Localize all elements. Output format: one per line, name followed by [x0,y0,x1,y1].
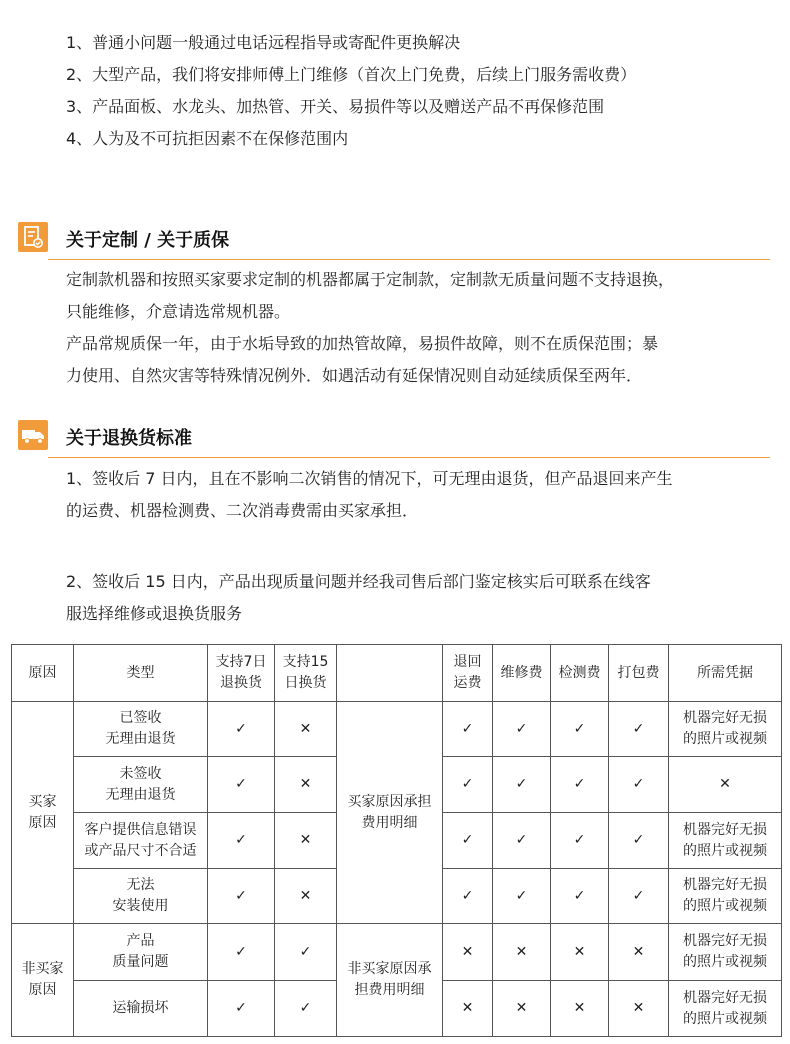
cell-exchange-15: ✓ [275,924,337,981]
header-proof: 所需凭据 [669,645,782,702]
warranty-note: 1、普通小问题一般通过电话远程指导或寄配件更换解决 [66,33,461,52]
header-return-7: 支持7日 退换货 [208,645,275,702]
cell-exchange-15: ✓ [275,981,337,1037]
cell-repair: ✓ [493,702,551,757]
custom-section-title: 关于定制 / 关于质保 [66,230,230,251]
row-type: 未签收 无理由退货 [74,757,208,813]
row-type: 客户提供信息错误 或产品尺寸不合适 [74,813,208,869]
table-row [12,924,782,981]
cell-inspection: ✓ [551,813,609,869]
cell-repair: ✓ [493,757,551,813]
cell-packing: ✕ [609,924,669,981]
cell-repair: ✓ [493,813,551,869]
return-line: 服选择维修或退换货服务 [66,604,243,623]
header-bearer [337,645,443,702]
cell-inspection: ✕ [551,981,609,1037]
cell-packing: ✕ [609,981,669,1037]
cell-return-7: ✓ [208,813,275,869]
return-line: 2、签收后 15 日内，产品出现质量问题并经我司售后部门鉴定核实后可联系在线客 [66,572,651,591]
return-line: 1、签收后 7 日内，且在不影响二次销售的情况下，可无理由退货，但产品退回来产生 [66,469,673,488]
cell-inspection: ✓ [551,702,609,757]
cell-packing: ✓ [609,757,669,813]
cell-inspection: ✕ [551,924,609,981]
custom-section-body [66,264,766,392]
cell-packing: ✓ [609,869,669,924]
cell-exchange-15: ✕ [275,702,337,757]
cell-proof: 机器完好无损 的照片或视频 [669,813,782,869]
certificate-icon [18,222,48,252]
warranty-notes [66,27,766,155]
cell-exchange-15: ✕ [275,813,337,869]
cell-repair: ✓ [493,869,551,924]
group-nonbuyer-bearer: 非买家原因承 担费用明细 [337,924,443,1037]
table-header-row [12,645,782,702]
cell-shipping: ✓ [443,702,493,757]
return-section-title: 关于退换货标准 [66,428,192,449]
table-row [12,702,782,757]
header-repair: 维修费 [493,645,551,702]
cell-exchange-15: ✕ [275,757,337,813]
section-divider [48,259,770,260]
return-standards-table [11,644,782,1037]
cell-proof: 机器完好无损 的照片或视频 [669,869,782,924]
warranty-note: 3、产品面板、水龙头、加热管、开关、易损件等以及赠送产品不再保修范围 [66,97,605,116]
row-type: 无法 安装使用 [74,869,208,924]
cell-shipping: ✕ [443,924,493,981]
header-shipping: 退回 运费 [443,645,493,702]
cell-return-7: ✓ [208,981,275,1037]
cell-proof: 机器完好无损 的照片或视频 [669,924,782,981]
header-reason: 原因 [12,645,74,702]
group-nonbuyer: 非买家 原因 [12,924,74,1037]
return-item-2 [66,566,766,630]
cell-proof: 机器完好无损 的照片或视频 [669,981,782,1037]
header-type: 类型 [74,645,208,702]
row-type: 产品 质量问题 [74,924,208,981]
warranty-note: 4、人为及不可抗拒因素不在保修范围内 [66,129,349,148]
header-packing: 打包费 [609,645,669,702]
header-exchange-15: 支持15 日换货 [275,645,337,702]
row-type: 已签收 无理由退货 [74,702,208,757]
section-divider [48,457,770,458]
cell-return-7: ✓ [208,757,275,813]
cell-proof: 机器完好无损 的照片或视频 [669,702,782,757]
cell-return-7: ✓ [208,924,275,981]
cell-exchange-15: ✕ [275,869,337,924]
cell-return-7: ✓ [208,702,275,757]
custom-line: 只能维修，介意请选常规机器。 [66,302,291,321]
custom-line: 产品常规质保一年，由于水垢导致的加热管故障，易损件故障，则不在质保范围；暴 [66,334,659,353]
cell-shipping: ✓ [443,757,493,813]
warranty-note: 2、大型产品，我们将安排师傅上门维修（首次上门免费，后续上门服务需收费） [66,65,637,84]
cell-repair: ✕ [493,924,551,981]
row-type: 运输损坏 [74,981,208,1037]
group-buyer: 买家 原因 [12,702,74,924]
cell-proof: ✕ [669,757,782,813]
cell-repair: ✕ [493,981,551,1037]
delivery-truck-icon [18,420,48,450]
cell-packing: ✓ [609,702,669,757]
custom-line: 定制款机器和按照买家要求定制的机器都属于定制款，定制款无质量问题不支持退换， [66,270,675,289]
cell-packing: ✓ [609,813,669,869]
header-inspection: 检测费 [551,645,609,702]
return-line: 的运费、机器检测费、二次消毒费需由买家承担． [66,501,419,520]
custom-line: 力使用、自然灾害等特殊情况例外．如遇活动有延保情况则自动延续质保至两年． [66,366,643,385]
cell-inspection: ✓ [551,757,609,813]
cell-shipping: ✓ [443,869,493,924]
return-section-header [18,420,770,458]
cell-shipping: ✕ [443,981,493,1037]
cell-return-7: ✓ [208,869,275,924]
cell-inspection: ✓ [551,869,609,924]
custom-section-header [18,222,770,260]
return-item-1 [66,463,766,527]
cell-shipping: ✓ [443,813,493,869]
group-buyer-bearer: 买家原因承担 费用明细 [337,702,443,924]
